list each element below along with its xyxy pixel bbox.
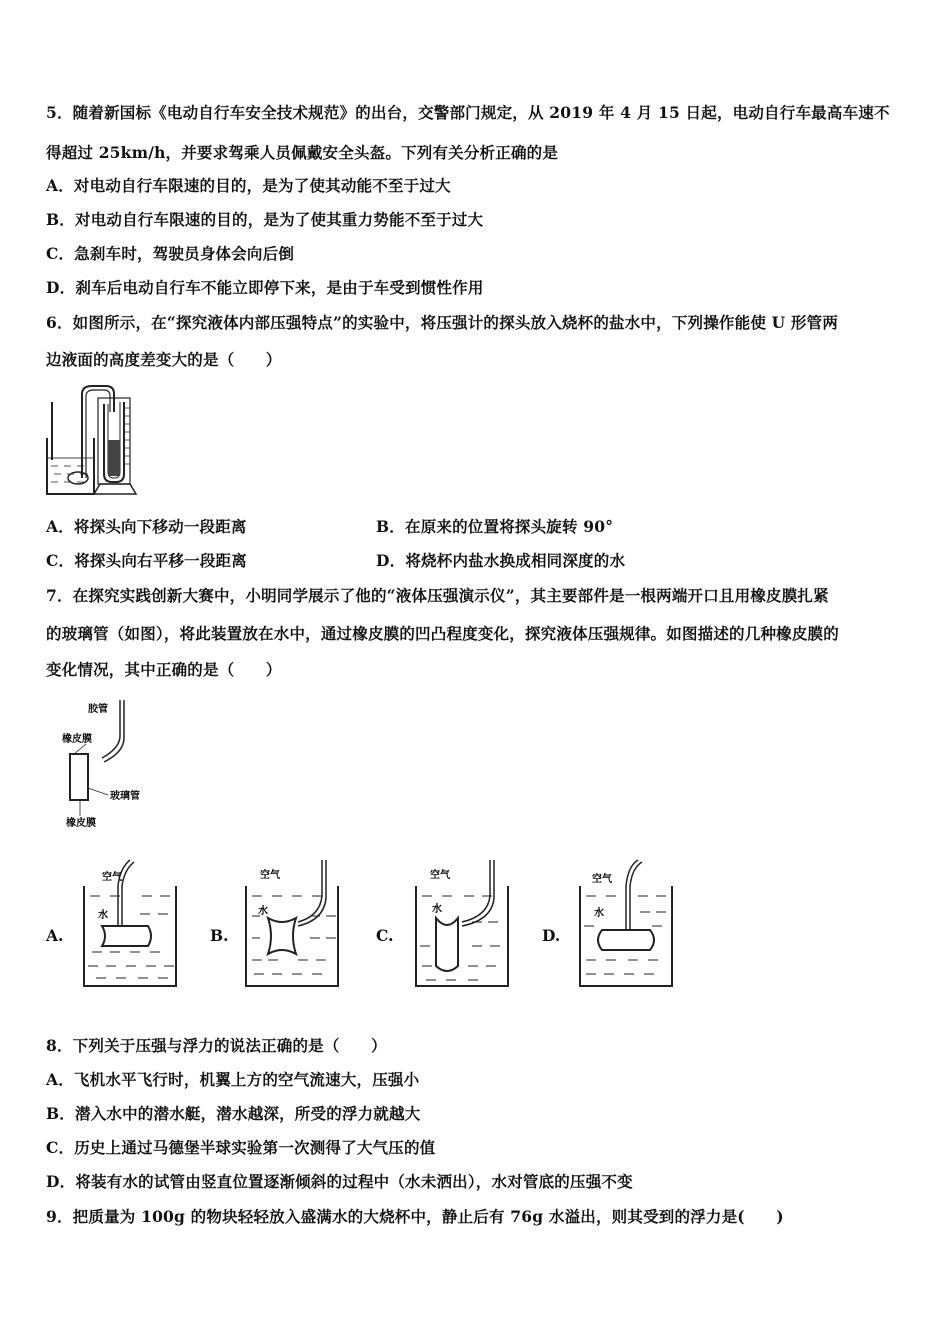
q5-option-d: D．刹车后电动自行车不能立即停下来，是由于车受到惯性作用 [46,278,484,297]
q7-stem-line2: 的玻璃管（如图），将此装置放在水中，通过橡皮膜的凹凸程度变化，探究液体压强规律。如图描述的几种橡皮膜的 [46,624,839,643]
q5-option-c: C．急刹车时，驾驶员身体会向后倒 [46,244,295,263]
q8-option-b: B．潜入水中的潜水艇，潜水越深，所受的浮力就越大 [46,1104,421,1123]
pressure-demonstrator-figure [58,696,168,834]
membrane-bottom-label: 橡皮膜 [66,818,96,829]
q6-stem-line2: 边液面的高度差变大的是（ ） [46,350,282,369]
q7-option-b-letter: B. [210,926,229,945]
q7-option-b-figure [242,856,342,990]
q8-option-d: D．将装有水的试管由竖直位置逐渐倾斜的过程中（水未洒出），水对管底的压强不变 [46,1172,633,1191]
q7-option-d-letter: D. [542,926,561,945]
figure-label: 空气 [430,870,450,881]
glass-tube-label: 玻璃管 [110,791,140,802]
figure-label: 空气 [102,872,122,883]
figure-label: 空气 [260,870,280,881]
q6-option-c: C．将探头向右平移一段距离 [46,551,247,570]
q7-option-c-letter: C. [376,926,394,945]
q7-stem-line1: 7．在探究实践创新大赛中，小明同学展示了他的“液体压强演示仪”，其主要部件是一根两端开口且用橡皮膜扎紧 [46,586,829,605]
q7-stem-line3: 变化情况，其中正确的是（ ） [46,660,282,679]
figure-label: 水 [258,906,268,917]
pressure-gauge-figure [44,382,154,500]
figure-label: 水 [98,910,108,921]
q6-option-a: A．将探头向下移动一段距离 [46,517,247,536]
figure-label: 水 [432,904,442,915]
figure-label: 空气 [592,874,612,885]
q5-option-a: A．对电动自行车限速的目的，是为了使其动能不至于过大 [46,176,451,195]
q6-option-b: B．在原来的位置将探头旋转 90° [376,517,614,536]
figure-label: 水 [594,908,604,919]
q7-option-a-letter: A. [46,926,64,945]
hose-label: 胶管 [88,704,108,715]
q7-option-c-figure [412,856,512,990]
q6-stem-line1: 6．如图所示，在“探究液体内部压强特点”的实验中，将压强计的探头放入烧杯的盐水中，下列操作能使 U 形管两 [46,313,839,332]
q8-option-a: A．飞机水平飞行时，机翼上方的空气流速大，压强小 [46,1070,420,1089]
q7-option-a-figure [80,856,180,990]
q5-stem-line1: 5．随着新国标《电动自行车安全技术规范》的出台，交警部门规定，从 2019 年 4 月 15 日起，电动自行车最高车速不 [46,103,890,122]
membrane-top-label: 橡皮膜 [62,734,92,745]
q8-stem: 8．下列关于压强与浮力的说法正确的是（ ） [46,1036,387,1055]
q6-option-d: D．将烧杯内盐水换成相同深度的水 [376,551,626,570]
q5-option-b: B．对电动自行车限速的目的，是为了使其重力势能不至于过大 [46,210,484,229]
q7-option-d-figure [576,856,676,990]
q9-stem: 9．把质量为 100g 的物块轻轻放入盛满水的大烧杯中，静止后有 76g 水溢出，则其受到的浮力是( ) [46,1207,784,1226]
q8-option-c: C．历史上通过马德堡半球实验第一次测得了大气压的值 [46,1138,436,1157]
q5-stem-line2: 得超过 25km/h，并要求驾乘人员佩戴安全头盔。下列有关分析正确的是 [46,143,559,162]
